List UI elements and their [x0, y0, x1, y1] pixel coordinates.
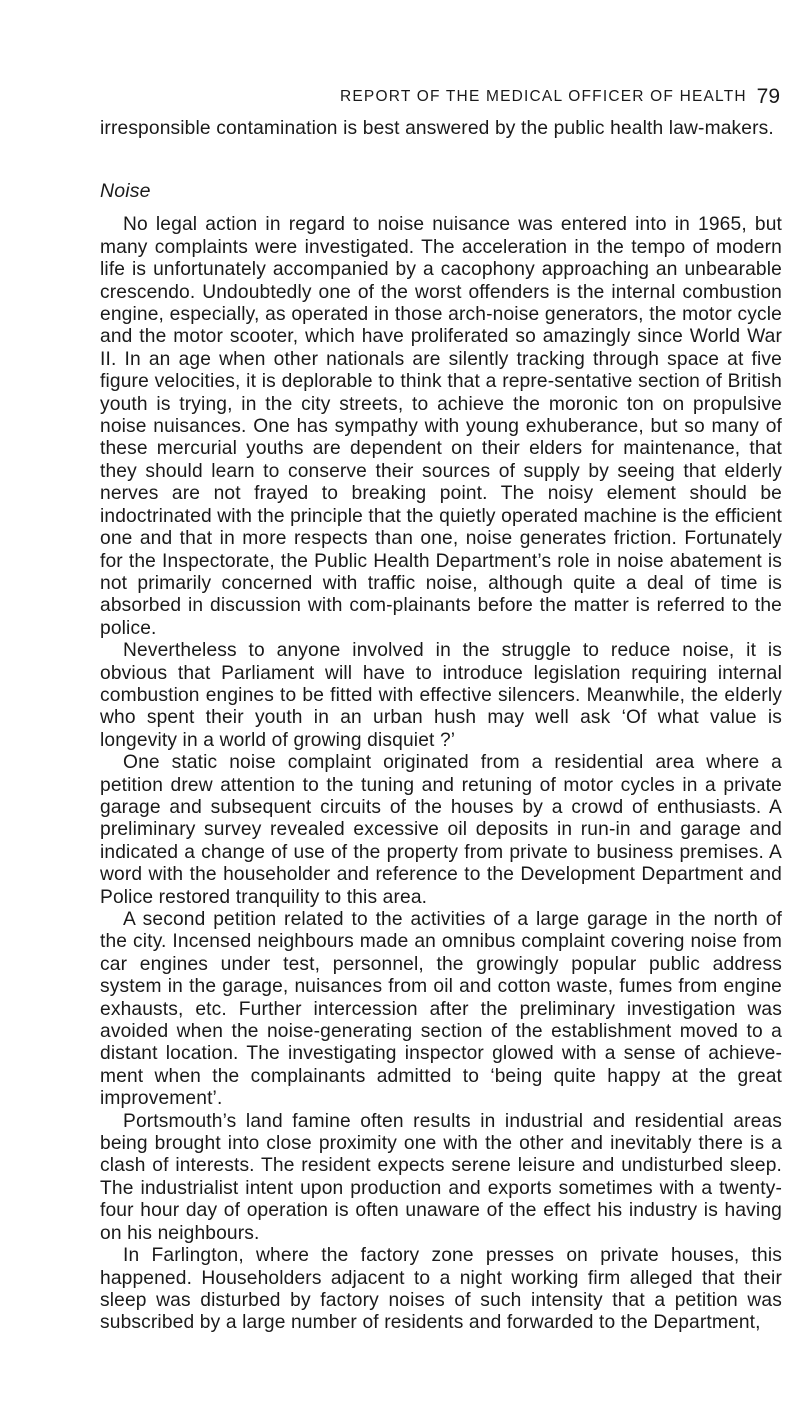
paragraph: Portsmouth’s land famine often results in industrial and residential areas being brought into close proximity one with the other and inevitably there is a clash of interests. The resident expects serene leisure and undisturbed sleep. The industrialist intent upon production and exports sometimes with a twenty-four hour day of operation is often unaware of the effect his industry is having on his neighbours.: [100, 1110, 782, 1244]
running-header: [100, 85, 790, 112]
paragraph: No legal action in regard to noise nuisance was entered into in 1965, but many complaints were investigated. The acceleration in the tempo of modern life is unfortunately accompanied by a cacophony approaching an unbearable crescendo. Undoubtedly one of the worst offenders is the internal combustion engine, especially, as operated in those arch-noise generators, the motor cycle and the motor scooter, which have proliferated so amazingly since World War II. In an age when other nationals are silently tracking through space at five figure velocities, it is deplorable to think that a repre-sentative section of British youth is trying, in the city streets, to achieve the moronic ton on propulsive noise nuisances. One has sympathy with young exhuberance, but so many of these mercurial youths are dependent on their elders for maintenance, that they should learn to conserve their sources of supply by seeing that elderly nerves are not frayed to breaking point. The noisy element should be indoctrinated with the principle that the quietly operated machine is the efficient one and that in more respects than one, noise generates friction. Fortunately for the Inspectorate, the Public Health Department’s role in noise abatement is not primarily concerned with traffic noise, although quite a deal of time is absorbed in discussion with com-plainants before the matter is referred to the police.: [100, 214, 782, 639]
paragraph: A second petition related to the activities of a large garage in the north of the city. Incensed neighbours made an omnibus complaint covering noise from car engines under test, personnel, the growingly popular public address system in the garage, nuisances from oil and cotton waste, fumes from engine exhausts, etc. Further intercession after the preliminary investigation was avoided when the noise-generating section of the establishment moved to a distant location. The investigating inspector glowed with a sense of achieve-ment when the complainants admitted to ‘being quite happy at the great improvement’.: [100, 909, 782, 1110]
page-number: 79: [756, 85, 780, 108]
paragraph: Nevertheless to anyone involved in the struggle to reduce noise, it is obvious that Parliament will have to introduce legislation requiring internal combustion engines to be fitted with effective silencers. Meanwhile, the elderly who spent their youth in an urban hush may well ask ‘Of what value is longevity in a world of growing disquiet ?’: [100, 640, 782, 751]
intro-paragraph: irresponsible contamination is best answered by the public health law-makers.: [100, 118, 774, 139]
paragraph: In Farlington, where the factory zone presses on private houses, this happened. Householders adjacent to a night working firm alleged that their sleep was disturbed by factory noises of such intensity that a petition was subscribed by a large number of residents and forwarded to the Department,: [100, 1245, 782, 1334]
paragraph: One static noise complaint originated from a residential area where a petition drew attention to the tuning and retuning of motor cycles in a private garage and subsequent circuits of the houses by a crowd of enthusiasts. A preliminary survey revealed excessive oil deposits in run-in and garage and indicated a change of use of the property from private to business premises. A word with the householder and reference to the Development Department and Police restored tranquility to this area.: [100, 752, 782, 908]
body-text: [100, 118, 782, 1335]
section-heading-noise: Noise: [100, 180, 151, 203]
running-title: REPORT OF THE MEDICAL OFFICER OF HEALTH: [340, 88, 747, 105]
